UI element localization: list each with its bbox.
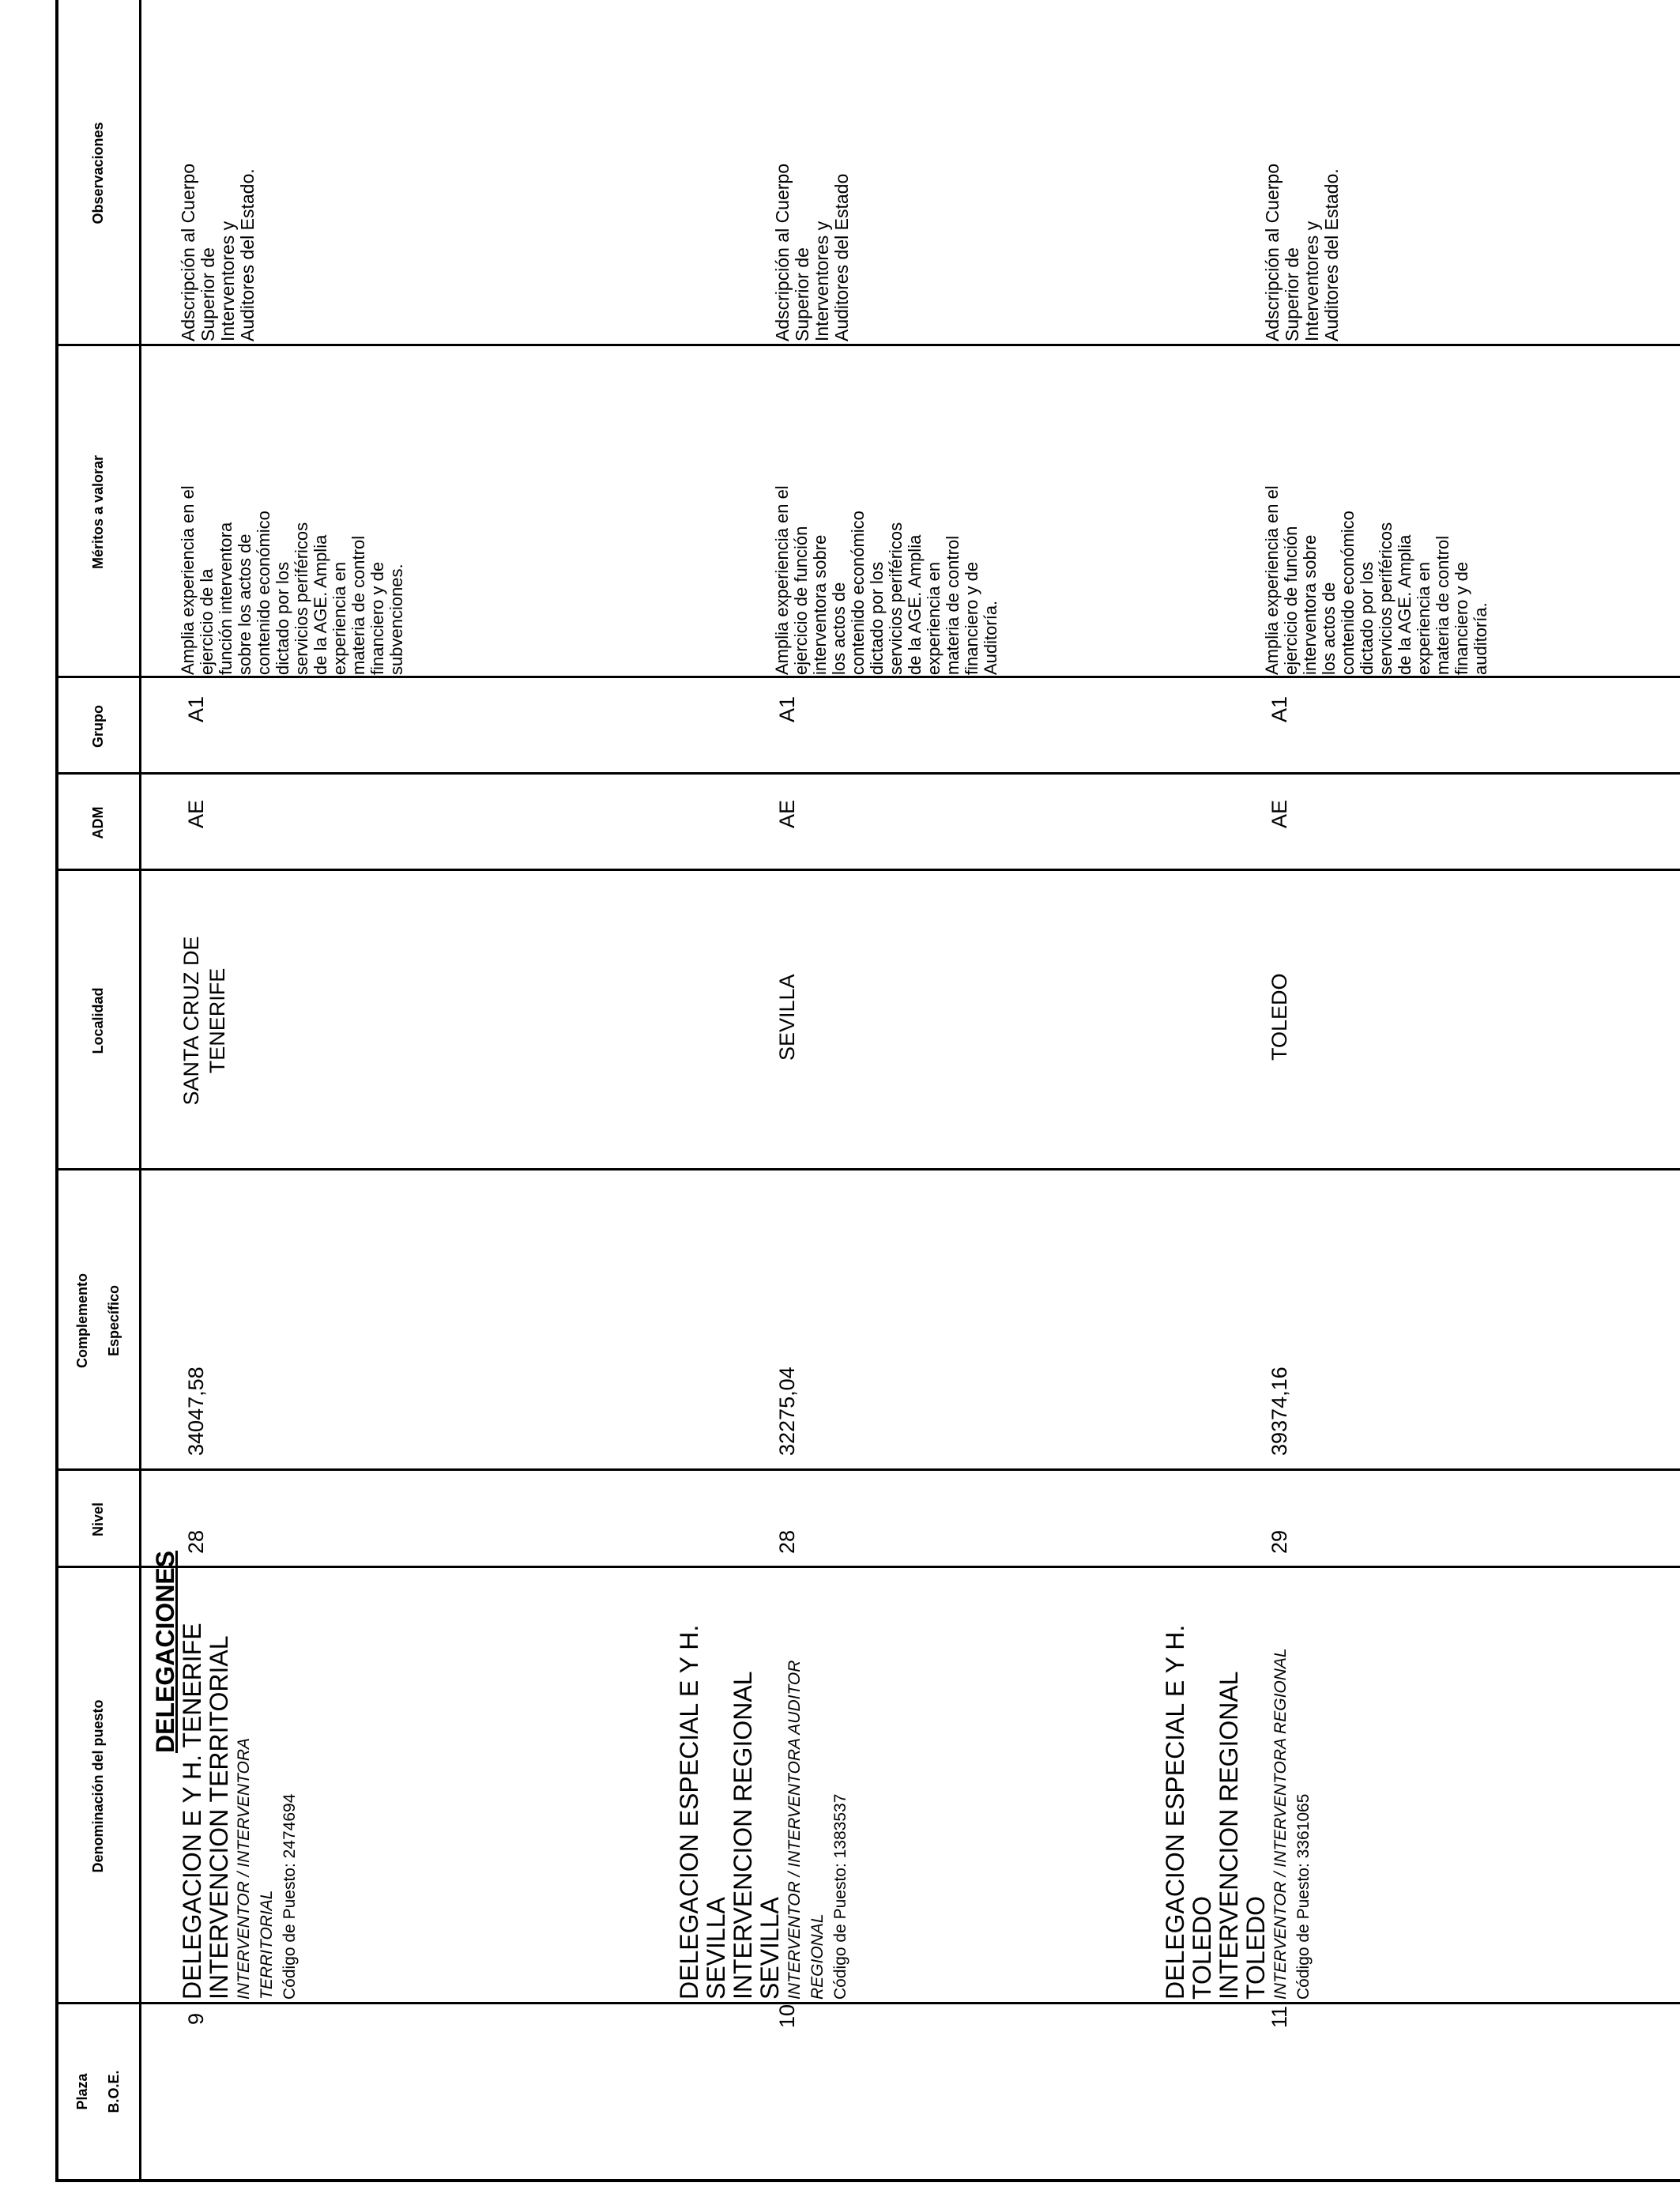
row3-meritos-line: Amplia experiencia en el: [1262, 485, 1282, 675]
row3-meritos-line: experiencia en: [1414, 561, 1433, 675]
row1-meritos-line: contenido económico: [254, 511, 273, 675]
row2-obs-line: Auditores del Estado: [831, 173, 852, 341]
header-complemento-line2: Específico: [106, 1284, 122, 1357]
row1-obs-line: Interventores y: [217, 221, 238, 341]
row1-meritos-line: materia de control: [348, 535, 368, 675]
row1-obs-line: Adscripción al Cuerpo: [178, 163, 198, 341]
row2-denominacion-line: SEVILLA: [702, 1897, 730, 2000]
column-divider: [55, 1468, 1680, 1471]
row2-denominacion: [676, 1569, 852, 2000]
row3-meritos-line: de la AGE. Amplia: [1395, 534, 1414, 675]
row3-denominacion: [1162, 1569, 1315, 2000]
row3-nivel: 29: [1268, 1529, 1291, 1554]
row2-obs-line: Interventores y: [812, 221, 832, 341]
row3-obs-line: Interventores y: [1301, 221, 1322, 341]
row2-meritos-line: Auditoría.: [981, 600, 1000, 675]
row2-meritos-line: materia de control: [943, 535, 962, 675]
row2-meritos-line: experiencia en: [924, 561, 944, 675]
header-nivel: Nivel: [90, 1502, 106, 1537]
row2-meritos-line: contenido económico: [848, 511, 868, 675]
row2-obs-line: Adscripción al Cuerpo: [772, 163, 793, 341]
column-divider: [55, 869, 1680, 871]
row3-meritos-line: los actos de: [1319, 582, 1339, 675]
row3-grupo: A1: [1268, 696, 1291, 722]
row1-obs-line: Superior de: [198, 247, 218, 341]
row3-denominacion-line: DELEGACION ESPECIAL E Y H.: [1161, 1624, 1189, 2000]
row3-meritos: [1263, 348, 1490, 675]
row2-plaza: 10: [775, 2004, 799, 2028]
row2-meritos-line: interventora sobre: [810, 534, 830, 675]
row2-meritos-line: dictado por los: [867, 561, 887, 675]
row1-grupo: A1: [184, 696, 208, 722]
row3-plaza: 11: [1268, 2005, 1291, 2028]
row2-meritos-line: Amplia experiencia en el: [772, 485, 792, 675]
row3-obs-line: Adscripción al Cuerpo: [1262, 163, 1283, 341]
row1-meritos-line: Amplia experiencia en el: [178, 485, 198, 675]
column-divider: [55, 676, 1680, 678]
column-divider: [55, 1168, 1680, 1171]
row2-meritos-line: financiero y de: [962, 561, 981, 675]
row3-meritos-line: materia de control: [1433, 535, 1452, 675]
row1-denominacion-line: INTERVENCION TERRITORIAL: [205, 1635, 233, 2000]
column-divider: [55, 2002, 1680, 2004]
row1-denominacion: [179, 1569, 301, 2000]
row2-meritos-line: de la AGE. Amplia: [905, 534, 925, 675]
header-complemento: [57, 1171, 139, 1471]
header-meritos: Méritos a valorar: [90, 454, 106, 570]
row1-meritos-line: financiero y de: [367, 561, 387, 675]
header-localidad: Localidad: [90, 987, 106, 1054]
row3-localidad: TOLEDO: [1268, 973, 1291, 1061]
section-title: DELEGACIONES: [151, 1550, 179, 1753]
header-denominacion: Denominación del puesto: [90, 1699, 106, 1873]
header-plaza: [57, 2004, 139, 2179]
row1-meritos-line: subvenciones.: [386, 564, 406, 675]
row1-cargo-line: INTERVENTOR / INTERVENTORA: [235, 1737, 253, 2000]
row1-observaciones: [179, 2, 258, 341]
header-plaza-line1: Plaza: [74, 2073, 90, 2110]
row3-meritos-line: ejercicio de función: [1281, 526, 1301, 675]
row1-nivel: 28: [184, 1529, 208, 1554]
row2-codigo: Código de Puesto: 1383537: [831, 1793, 849, 2000]
row1-meritos-line: dictado por los: [273, 561, 292, 675]
column-divider: [55, 344, 1680, 346]
row3-codigo: Código de Puesto: 3361065: [1294, 1793, 1313, 2000]
row3-obs-line: Auditores del Estado.: [1321, 168, 1342, 341]
row1-localidad: [179, 871, 231, 1171]
row3-observaciones: [1263, 2, 1342, 341]
row3-denominacion-line: TOLEDO: [1188, 1896, 1216, 2000]
row1-meritos-line: servicios periféricos: [292, 522, 311, 675]
column-divider: [55, 772, 1680, 775]
row1-cargo-line: TERRITORIAL: [258, 1890, 276, 2000]
row3-meritos-line: servicios periféricos: [1376, 522, 1396, 675]
row2-meritos-line: los actos de: [829, 582, 849, 675]
row2-grupo: A1: [775, 696, 799, 722]
row2-denominacion-line: INTERVENCION REGIONAL SEVILLA: [729, 1672, 784, 2000]
row1-localidad-line: SANTA CRUZ DE: [179, 936, 203, 1106]
header-grupo: Grupo: [90, 705, 106, 748]
row2-denominacion-line: DELEGACION ESPECIAL E Y H.: [675, 1624, 703, 2000]
row2-meritos-line: servicios periféricos: [886, 522, 906, 675]
column-divider: [55, 1566, 1680, 1568]
row1-denominacion-line: DELEGACION E Y H. TENERIFE: [178, 1623, 206, 2000]
row3-meritos-line: dictado por los: [1357, 561, 1377, 675]
row2-cargo-line: REGIONAL: [808, 1913, 827, 2000]
row2-observaciones: [773, 2, 852, 341]
row1-meritos-line: función interventora: [216, 522, 235, 675]
header-complemento-line1: Complemento: [74, 1273, 90, 1369]
row3-obs-line: Superior de: [1282, 247, 1302, 341]
header-plaza-line2: B.O.E.: [106, 2070, 122, 2113]
row2-meritos: [773, 348, 1000, 675]
row2-meritos-line: ejercicio de función: [791, 526, 811, 675]
row1-codigo: Código de Puesto: 2474694: [281, 1793, 299, 2000]
row2-complemento: 32275,04: [775, 1367, 799, 1456]
header-observaciones: Observaciones: [90, 122, 106, 224]
row2-adm: AE: [775, 799, 799, 828]
row3-meritos-line: financiero y de: [1452, 561, 1471, 675]
row1-complemento: 34047,58: [184, 1367, 208, 1456]
row1-obs-line: Auditores del Estado.: [237, 168, 258, 341]
row1-adm: AE: [184, 799, 208, 828]
row1-meritos-line: ejercicio de la: [197, 568, 217, 675]
row1-meritos-line: experiencia en: [330, 561, 349, 675]
row3-denominacion-line: INTERVENCION REGIONAL TOLEDO: [1215, 1672, 1270, 2000]
row1-meritos-line: sobre los actos de: [235, 533, 254, 675]
row3-meritos-line: auditoría.: [1471, 602, 1490, 675]
row3-meritos-line: contenido económico: [1338, 511, 1358, 675]
row1-meritos-line: de la AGE. Amplia: [311, 534, 330, 675]
row3-meritos-line: interventora sobre: [1300, 534, 1320, 675]
row1-plaza: 9: [184, 2012, 208, 2025]
row2-localidad: SEVILLA: [775, 974, 799, 1061]
row1-localidad-line: TENERIFE: [205, 967, 229, 1074]
row2-nivel: 28: [775, 1529, 799, 1554]
row2-cargo-line: INTERVENTOR / INTERVENTORA AUDITOR: [785, 1660, 804, 2000]
header-adm: ADM: [90, 806, 106, 839]
row3-cargo-line: INTERVENTOR / INTERVENTORA REGIONAL: [1271, 1648, 1290, 2000]
row1-meritos: [179, 348, 406, 675]
row2-obs-line: Superior de: [792, 247, 812, 341]
row3-complemento: 39374,16: [1268, 1367, 1291, 1456]
row3-adm: AE: [1268, 799, 1291, 828]
header-divider: [139, 0, 141, 2182]
